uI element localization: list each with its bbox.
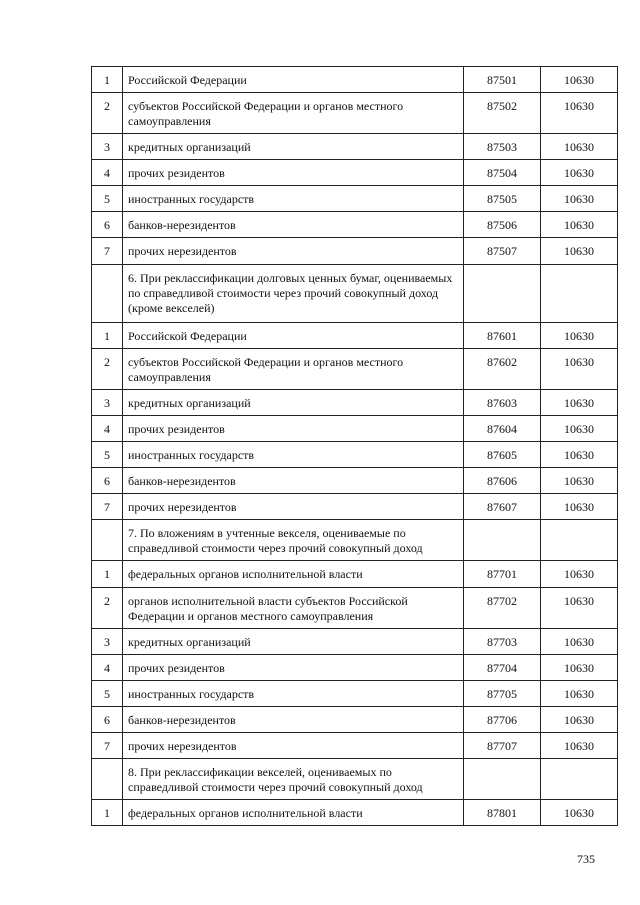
accounts-table-body bbox=[92, 67, 618, 826]
row-description: прочих нерезидентов bbox=[123, 733, 464, 759]
row-description: прочих резидентов bbox=[123, 416, 464, 442]
row-number: 5 bbox=[92, 681, 123, 707]
row-account: 10630 bbox=[541, 416, 618, 442]
row-number bbox=[92, 520, 123, 561]
table-row bbox=[92, 349, 618, 390]
row-number: 1 bbox=[92, 561, 123, 588]
row-number: 4 bbox=[92, 655, 123, 681]
row-number: 4 bbox=[92, 160, 123, 186]
row-code bbox=[464, 265, 541, 323]
table-row bbox=[92, 134, 618, 160]
row-account: 10630 bbox=[541, 655, 618, 681]
row-code: 87705 bbox=[464, 681, 541, 707]
row-description: субъектов Российской Федерации и органов местного самоуправления bbox=[123, 349, 464, 390]
row-description: прочих нерезидентов bbox=[123, 238, 464, 265]
table-row bbox=[92, 629, 618, 655]
table-row bbox=[92, 707, 618, 733]
section-header-row bbox=[92, 759, 618, 800]
row-description: 8. При реклассификации векселей, оцениваемых по справедливой стоимости через прочий совокупный доход bbox=[123, 759, 464, 800]
section-header-row bbox=[92, 520, 618, 561]
row-number: 3 bbox=[92, 629, 123, 655]
row-code: 87702 bbox=[464, 588, 541, 629]
row-description: 7. По вложениям в учтенные векселя, оцениваемые по справедливой стоимости через прочий совокупный доход bbox=[123, 520, 464, 561]
row-description: банков-нерезидентов bbox=[123, 212, 464, 238]
row-account: 10630 bbox=[541, 93, 618, 134]
row-number: 7 bbox=[92, 494, 123, 520]
table-row bbox=[92, 561, 618, 588]
row-code: 87502 bbox=[464, 93, 541, 134]
row-code: 87606 bbox=[464, 468, 541, 494]
row-description: субъектов Российской Федерации и органов местного самоуправления bbox=[123, 93, 464, 134]
row-code: 87603 bbox=[464, 390, 541, 416]
row-account bbox=[541, 759, 618, 800]
row-number: 1 bbox=[92, 67, 123, 93]
row-description: федеральных органов исполнительной власти bbox=[123, 561, 464, 588]
row-description: федеральных органов исполнительной власти bbox=[123, 800, 464, 826]
row-description: Российской Федерации bbox=[123, 323, 464, 349]
row-account: 10630 bbox=[541, 800, 618, 826]
section-header-row bbox=[92, 265, 618, 323]
table-row bbox=[92, 588, 618, 629]
table-row bbox=[92, 468, 618, 494]
table-row bbox=[92, 494, 618, 520]
row-account: 10630 bbox=[541, 323, 618, 349]
row-number: 4 bbox=[92, 416, 123, 442]
row-number: 1 bbox=[92, 800, 123, 826]
row-code: 87706 bbox=[464, 707, 541, 733]
row-code: 87501 bbox=[464, 67, 541, 93]
row-account: 10630 bbox=[541, 160, 618, 186]
row-code: 87602 bbox=[464, 349, 541, 390]
row-number: 6 bbox=[92, 468, 123, 494]
row-code: 87605 bbox=[464, 442, 541, 468]
table-row bbox=[92, 323, 618, 349]
row-description: органов исполнительной власти субъектов Российской Федерации и органов местного самоуправления bbox=[123, 588, 464, 629]
table-row bbox=[92, 212, 618, 238]
table-row bbox=[92, 238, 618, 265]
row-account: 10630 bbox=[541, 134, 618, 160]
row-account: 10630 bbox=[541, 238, 618, 265]
row-number: 3 bbox=[92, 134, 123, 160]
row-account: 10630 bbox=[541, 212, 618, 238]
row-description: иностранных государств bbox=[123, 442, 464, 468]
table-row bbox=[92, 160, 618, 186]
row-code bbox=[464, 759, 541, 800]
table-row bbox=[92, 67, 618, 93]
row-description: иностранных государств bbox=[123, 681, 464, 707]
row-description: кредитных организаций bbox=[123, 390, 464, 416]
accounts-table bbox=[91, 66, 618, 826]
row-code: 87607 bbox=[464, 494, 541, 520]
row-code: 87504 bbox=[464, 160, 541, 186]
row-code: 87507 bbox=[464, 238, 541, 265]
row-number: 7 bbox=[92, 238, 123, 265]
row-code: 87801 bbox=[464, 800, 541, 826]
row-account: 10630 bbox=[541, 494, 618, 520]
row-account: 10630 bbox=[541, 733, 618, 759]
row-code: 87707 bbox=[464, 733, 541, 759]
row-description: прочих нерезидентов bbox=[123, 494, 464, 520]
row-number: 6 bbox=[92, 707, 123, 733]
table-row bbox=[92, 655, 618, 681]
table-row bbox=[92, 733, 618, 759]
table-row bbox=[92, 800, 618, 826]
row-number: 2 bbox=[92, 588, 123, 629]
row-code bbox=[464, 520, 541, 561]
row-description: 6. При реклассификации долговых ценных бумаг, оцениваемых по справедливой стоимости через прочий совокупный доход (кроме векселей) bbox=[123, 265, 464, 323]
row-code: 87601 bbox=[464, 323, 541, 349]
row-account bbox=[541, 265, 618, 323]
row-number: 2 bbox=[92, 349, 123, 390]
row-code: 87703 bbox=[464, 629, 541, 655]
row-account: 10630 bbox=[541, 349, 618, 390]
row-account: 10630 bbox=[541, 561, 618, 588]
row-description: иностранных государств bbox=[123, 186, 464, 212]
row-description: прочих резидентов bbox=[123, 160, 464, 186]
row-account: 10630 bbox=[541, 681, 618, 707]
table-row bbox=[92, 681, 618, 707]
row-account: 10630 bbox=[541, 588, 618, 629]
row-account: 10630 bbox=[541, 67, 618, 93]
row-number: 6 bbox=[92, 212, 123, 238]
row-description: банков-нерезидентов bbox=[123, 468, 464, 494]
row-number: 3 bbox=[92, 390, 123, 416]
row-code: 87506 bbox=[464, 212, 541, 238]
table-row bbox=[92, 390, 618, 416]
row-account: 10630 bbox=[541, 707, 618, 733]
row-description: прочих резидентов bbox=[123, 655, 464, 681]
table-row bbox=[92, 442, 618, 468]
row-description: Российской Федерации bbox=[123, 67, 464, 93]
row-number: 7 bbox=[92, 733, 123, 759]
row-number bbox=[92, 759, 123, 800]
row-account: 10630 bbox=[541, 186, 618, 212]
row-code: 87505 bbox=[464, 186, 541, 212]
table-row bbox=[92, 186, 618, 212]
row-description: банков-нерезидентов bbox=[123, 707, 464, 733]
row-number bbox=[92, 265, 123, 323]
row-code: 87604 bbox=[464, 416, 541, 442]
row-account: 10630 bbox=[541, 629, 618, 655]
row-account: 10630 bbox=[541, 468, 618, 494]
table-row bbox=[92, 93, 618, 134]
row-number: 5 bbox=[92, 442, 123, 468]
row-account: 10630 bbox=[541, 442, 618, 468]
row-description: кредитных организаций bbox=[123, 629, 464, 655]
row-code: 87704 bbox=[464, 655, 541, 681]
row-description: кредитных организаций bbox=[123, 134, 464, 160]
row-code: 87701 bbox=[464, 561, 541, 588]
page-number: 735 bbox=[577, 852, 595, 866]
row-number: 2 bbox=[92, 93, 123, 134]
table-row bbox=[92, 416, 618, 442]
row-number: 5 bbox=[92, 186, 123, 212]
row-account: 10630 bbox=[541, 390, 618, 416]
row-code: 87503 bbox=[464, 134, 541, 160]
row-number: 1 bbox=[92, 323, 123, 349]
row-account bbox=[541, 520, 618, 561]
